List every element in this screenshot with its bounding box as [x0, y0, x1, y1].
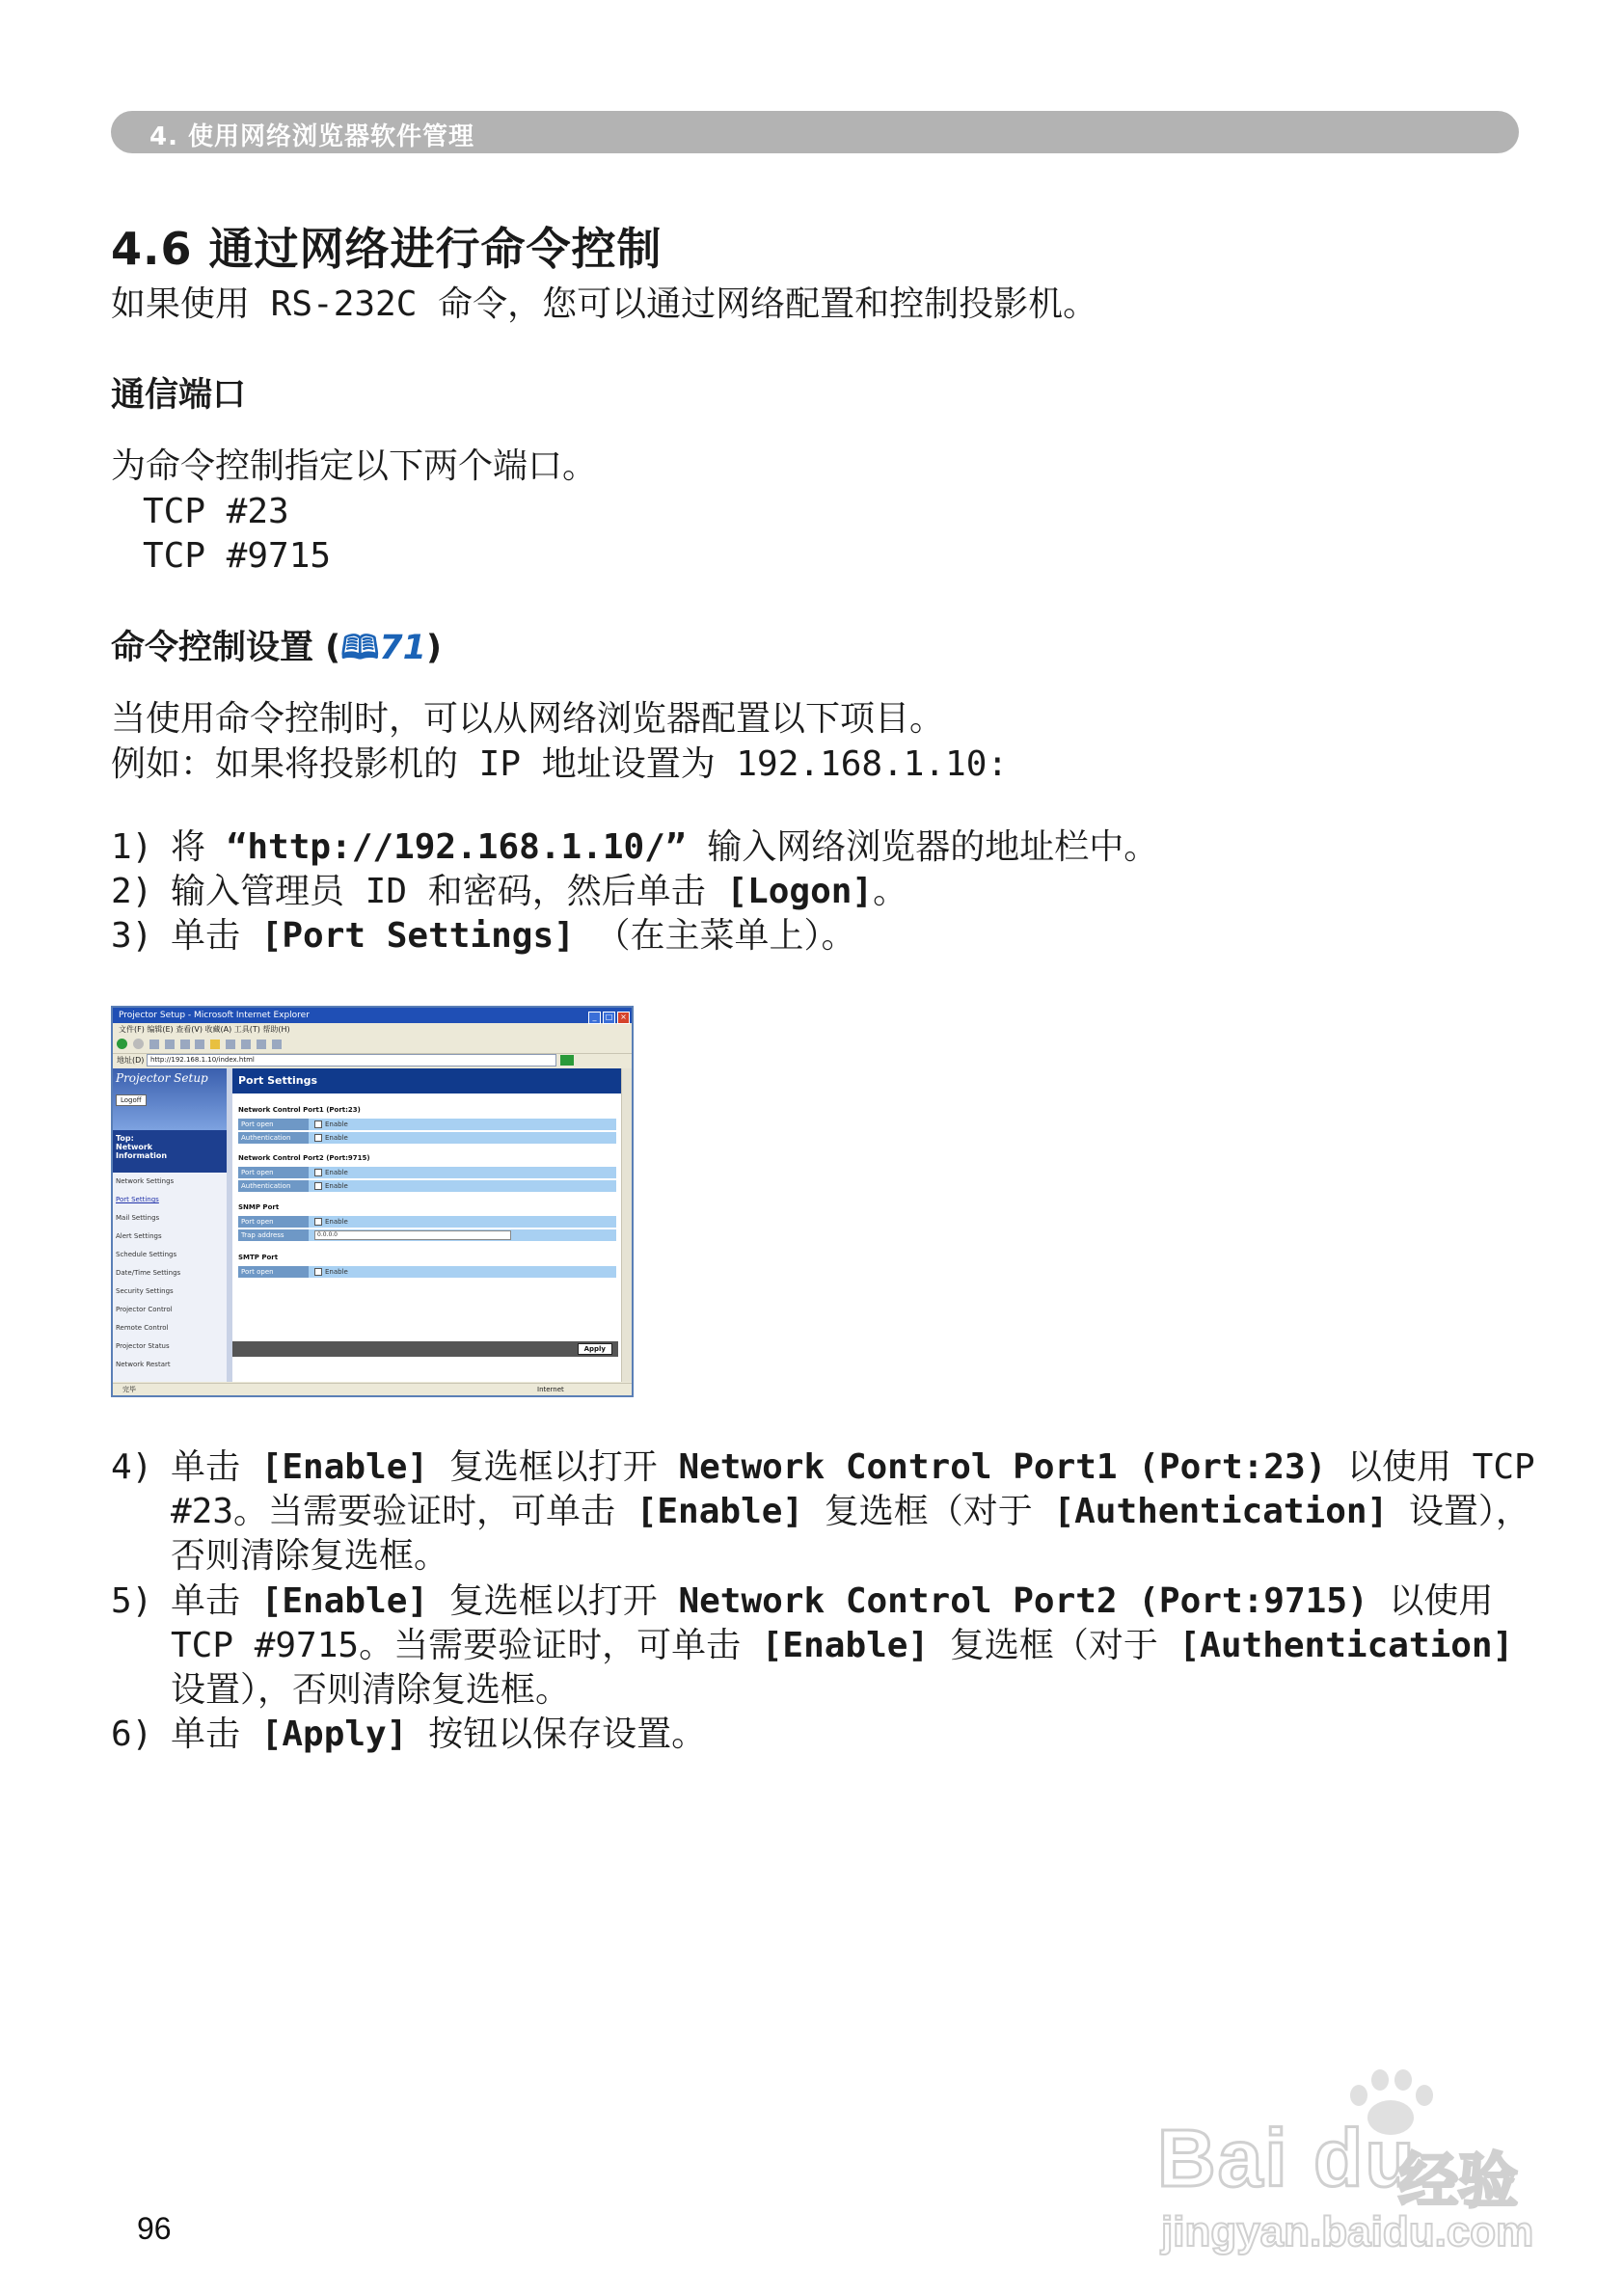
settings-row: [238, 1119, 616, 1130]
sidebar-item-top-network-information[interactable]: [113, 1130, 227, 1173]
step-text: 复选框（对于: [929, 1626, 1179, 1665]
step-4-line2: [111, 1490, 1530, 1534]
section-title: SMTP Port: [238, 1254, 279, 1261]
section-header-bar: [111, 111, 1519, 153]
checkbox-label: Enable: [325, 1120, 348, 1128]
step-keyword: [Enable]: [260, 1581, 429, 1621]
section-title: Network Control Port2 (Port:9715): [238, 1154, 370, 1162]
status-text: 完毕: [122, 1386, 136, 1393]
settings-row: [238, 1180, 616, 1192]
sidebar-scrollbar[interactable]: [227, 1068, 232, 1382]
row-label: Port open: [238, 1216, 309, 1228]
row-label: Authentication: [238, 1132, 309, 1144]
step-keyword: [Enable]: [636, 1492, 804, 1531]
window-controls: [586, 1010, 630, 1025]
mail-icon[interactable]: [257, 1040, 266, 1049]
step-number: 2): [111, 872, 153, 911]
checkbox-label: Enable: [325, 1134, 348, 1142]
cmd-settings-heading: [111, 621, 442, 680]
step-keyword: [Authentication]: [1053, 1492, 1389, 1531]
step-5-line2: [111, 1624, 1513, 1668]
step-text: 输入管理员 ID 和密码，然后单击: [171, 872, 727, 911]
step-text: 输入网络浏览器的地址栏中。: [686, 827, 1159, 867]
close-icon[interactable]: ×: [617, 1012, 630, 1024]
page-reference-link[interactable]: 71: [379, 629, 426, 667]
cmd-settings-line2: 例如：如果将投影机的 IP 地址设置为 192.168.1.10:: [111, 744, 1009, 784]
port1-auth-checkbox[interactable]: [314, 1134, 322, 1142]
sidebar-item-port-settings[interactable]: Port Settings: [116, 1196, 159, 1203]
apply-bar: [232, 1341, 618, 1357]
sidebar-item-network-settings[interactable]: Network Settings: [116, 1177, 175, 1185]
step-5-line3: 设置），否则清除复选框。: [171, 1670, 571, 1710]
cmd-settings-heading-close: ): [426, 629, 442, 667]
sidebar-top-line: Top:: [116, 1134, 134, 1143]
back-icon[interactable]: [117, 1039, 127, 1049]
step-keyword: [Enable]: [761, 1626, 930, 1665]
snmp-open-checkbox[interactable]: [314, 1218, 322, 1226]
step-text: 复选框以打开: [428, 1447, 679, 1487]
step-text: 以使用 TCP: [1326, 1447, 1535, 1487]
cmd-settings-heading-text: 命令控制设置 (: [111, 629, 341, 667]
settings-row: [238, 1216, 616, 1228]
forward-icon[interactable]: [133, 1039, 144, 1049]
checkbox-label: Enable: [325, 1218, 348, 1226]
zone-text: Internet: [537, 1386, 564, 1393]
comm-port-heading: 通信端口: [111, 376, 247, 415]
step-keyword: Network Control Port2 (Port:9715): [678, 1581, 1368, 1621]
step-keyword: [Authentication]: [1178, 1626, 1514, 1665]
port-settings-title: Port Settings: [232, 1068, 624, 1094]
sidebar-item-network-restart[interactable]: Network Restart: [116, 1361, 171, 1368]
settings-row: [238, 1266, 616, 1278]
step-text: 设置），: [1388, 1492, 1530, 1531]
intro-text: 如果使用 RS-232C 命令，您可以通过网络配置和控制投影机。: [111, 284, 1098, 324]
sidebar-item-mail-settings[interactable]: Mail Settings: [116, 1214, 160, 1222]
home-icon[interactable]: [180, 1040, 190, 1049]
step-4: [111, 1445, 1535, 1490]
checkbox-label: Enable: [325, 1169, 348, 1176]
projector-setup-logo: [113, 1068, 227, 1130]
section-title: Network Control Port1 (Port:23): [238, 1106, 361, 1114]
sidebar-item-projector-control[interactable]: Projector Control: [116, 1306, 173, 1313]
row-label: Port open: [238, 1119, 309, 1130]
book-icon: 🕮: [340, 629, 380, 667]
page-title: 4.6 通过网络进行命令控制: [111, 223, 663, 275]
browser-toolbar: [113, 1036, 632, 1054]
baidu-watermark: [1157, 2064, 1543, 2256]
step-keyword: Network Control Port1 (Port:23): [678, 1447, 1327, 1487]
step-text: 以使用: [1367, 1581, 1494, 1621]
step-4-line3: 否则清除复选框。: [171, 1536, 449, 1576]
step-keyword: [Port Settings]: [260, 916, 575, 956]
window-title-bar: [113, 1008, 632, 1023]
row-label: Port open: [238, 1167, 309, 1178]
sidebar-item-projector-status[interactable]: Projector Status: [116, 1342, 170, 1350]
step-number: 4): [111, 1447, 153, 1487]
watermark-cn: 经验: [1398, 2148, 1519, 2215]
menu-bar[interactable]: 文件(F) 编辑(E) 查看(V) 收藏(A) 工具(T) 帮助(H): [119, 1025, 290, 1034]
watermark-url: jingyan.baidu.com: [1161, 2208, 1534, 2255]
trap-address-input[interactable]: 0.0.0.0: [314, 1230, 511, 1240]
step-5: [111, 1580, 1493, 1624]
step-keyword: [Logon]: [726, 872, 874, 911]
sidebar-item-security-settings[interactable]: Security Settings: [116, 1287, 174, 1295]
smtp-open-checkbox[interactable]: [314, 1268, 322, 1276]
step-text: 单击: [171, 1714, 261, 1754]
port-item: TCP #9715: [143, 536, 332, 576]
settings-row: [238, 1167, 616, 1178]
step-text: 按钮以保存设置。: [407, 1714, 707, 1754]
sidebar-top-line: Information: [116, 1151, 168, 1160]
address-input[interactable]: http://192.168.1.10/index.html: [147, 1054, 556, 1066]
step-number: 3): [111, 916, 153, 956]
apply-button[interactable]: Apply: [578, 1343, 612, 1355]
page-scrollbar[interactable]: [621, 1068, 632, 1382]
address-label: 地址(D): [117, 1056, 145, 1065]
step-number: 5): [111, 1581, 153, 1621]
step-2: [111, 870, 907, 914]
window-title: Projector Setup - Microsoft Internet Explorer: [119, 1011, 310, 1020]
maximize-icon[interactable]: □: [603, 1012, 615, 1024]
go-icon[interactable]: [560, 1055, 574, 1066]
logoff-button[interactable]: Logoff: [116, 1094, 147, 1106]
refresh-icon[interactable]: [165, 1040, 175, 1049]
step-text: 单击: [171, 1447, 261, 1487]
sidebar-item-schedule-settings[interactable]: Schedule Settings: [116, 1251, 177, 1258]
browser-screenshot: [111, 1006, 634, 1397]
step-6: [111, 1713, 706, 1757]
port2-auth-checkbox[interactable]: [314, 1182, 322, 1190]
print-icon[interactable]: [272, 1040, 282, 1049]
media-icon[interactable]: [226, 1040, 235, 1049]
port1-open-checkbox[interactable]: [314, 1120, 322, 1128]
port-item: TCP #23: [143, 492, 289, 531]
step-3: [111, 914, 855, 958]
status-bar: [113, 1383, 632, 1395]
history-icon[interactable]: [241, 1040, 251, 1049]
minimize-icon[interactable]: _: [588, 1012, 601, 1024]
step-url: “http://192.168.1.10/”: [226, 827, 687, 867]
section-header-label: 4. 使用网络浏览器软件管理: [149, 122, 475, 151]
search-icon[interactable]: [195, 1040, 204, 1049]
checkbox-label: Enable: [325, 1182, 348, 1190]
step-text: 单击: [171, 1581, 261, 1621]
address-bar: [113, 1054, 632, 1067]
step-text: 复选框以打开: [428, 1581, 679, 1621]
sidebar-item-date-time-settings[interactable]: Date/Time Settings: [116, 1269, 181, 1277]
step-text: TCP #9715。当需要验证时，可单击: [171, 1626, 762, 1665]
row-label: Port open: [238, 1266, 309, 1278]
step-text: #23。当需要验证时，可单击: [171, 1492, 636, 1531]
settings-row: [238, 1132, 616, 1144]
row-label: Authentication: [238, 1180, 309, 1192]
stop-icon[interactable]: [149, 1040, 159, 1049]
checkbox-label: Enable: [325, 1268, 348, 1276]
favorites-icon[interactable]: [210, 1040, 220, 1049]
step-text: （在主菜单上）。: [574, 916, 856, 956]
step-number: 1): [111, 827, 153, 867]
page-content: [113, 1068, 632, 1382]
row-label: Trap address: [238, 1229, 309, 1241]
step-text: 单击: [171, 916, 261, 956]
settings-row: [238, 1229, 616, 1241]
sidebar-item-alert-settings[interactable]: Alert Settings: [116, 1232, 162, 1240]
page-number: 96: [137, 2211, 172, 2246]
sidebar: [113, 1068, 232, 1382]
step-keyword: [Apply]: [260, 1714, 408, 1754]
logo-text: Projector Setup: [116, 1071, 208, 1085]
watermark-logo: Bai du: [1157, 2113, 1417, 2203]
sidebar-top-line: Network: [116, 1143, 153, 1151]
step-number: 6): [111, 1714, 153, 1754]
sidebar-item-remote-control[interactable]: Remote Control: [116, 1324, 169, 1332]
step-text: 。: [873, 872, 908, 911]
step-1: [111, 825, 1158, 870]
section-title: SNMP Port: [238, 1203, 280, 1211]
step-keyword: [Enable]: [260, 1447, 429, 1487]
step-text: 复选框（对于: [803, 1492, 1054, 1531]
comm-port-desc: 为命令控制指定以下两个端口。: [111, 446, 598, 486]
port2-open-checkbox[interactable]: [314, 1169, 322, 1176]
cmd-settings-line1: 当使用命令控制时，可以从网络浏览器配置以下项目。: [111, 699, 945, 739]
step-text: 将: [171, 827, 227, 867]
